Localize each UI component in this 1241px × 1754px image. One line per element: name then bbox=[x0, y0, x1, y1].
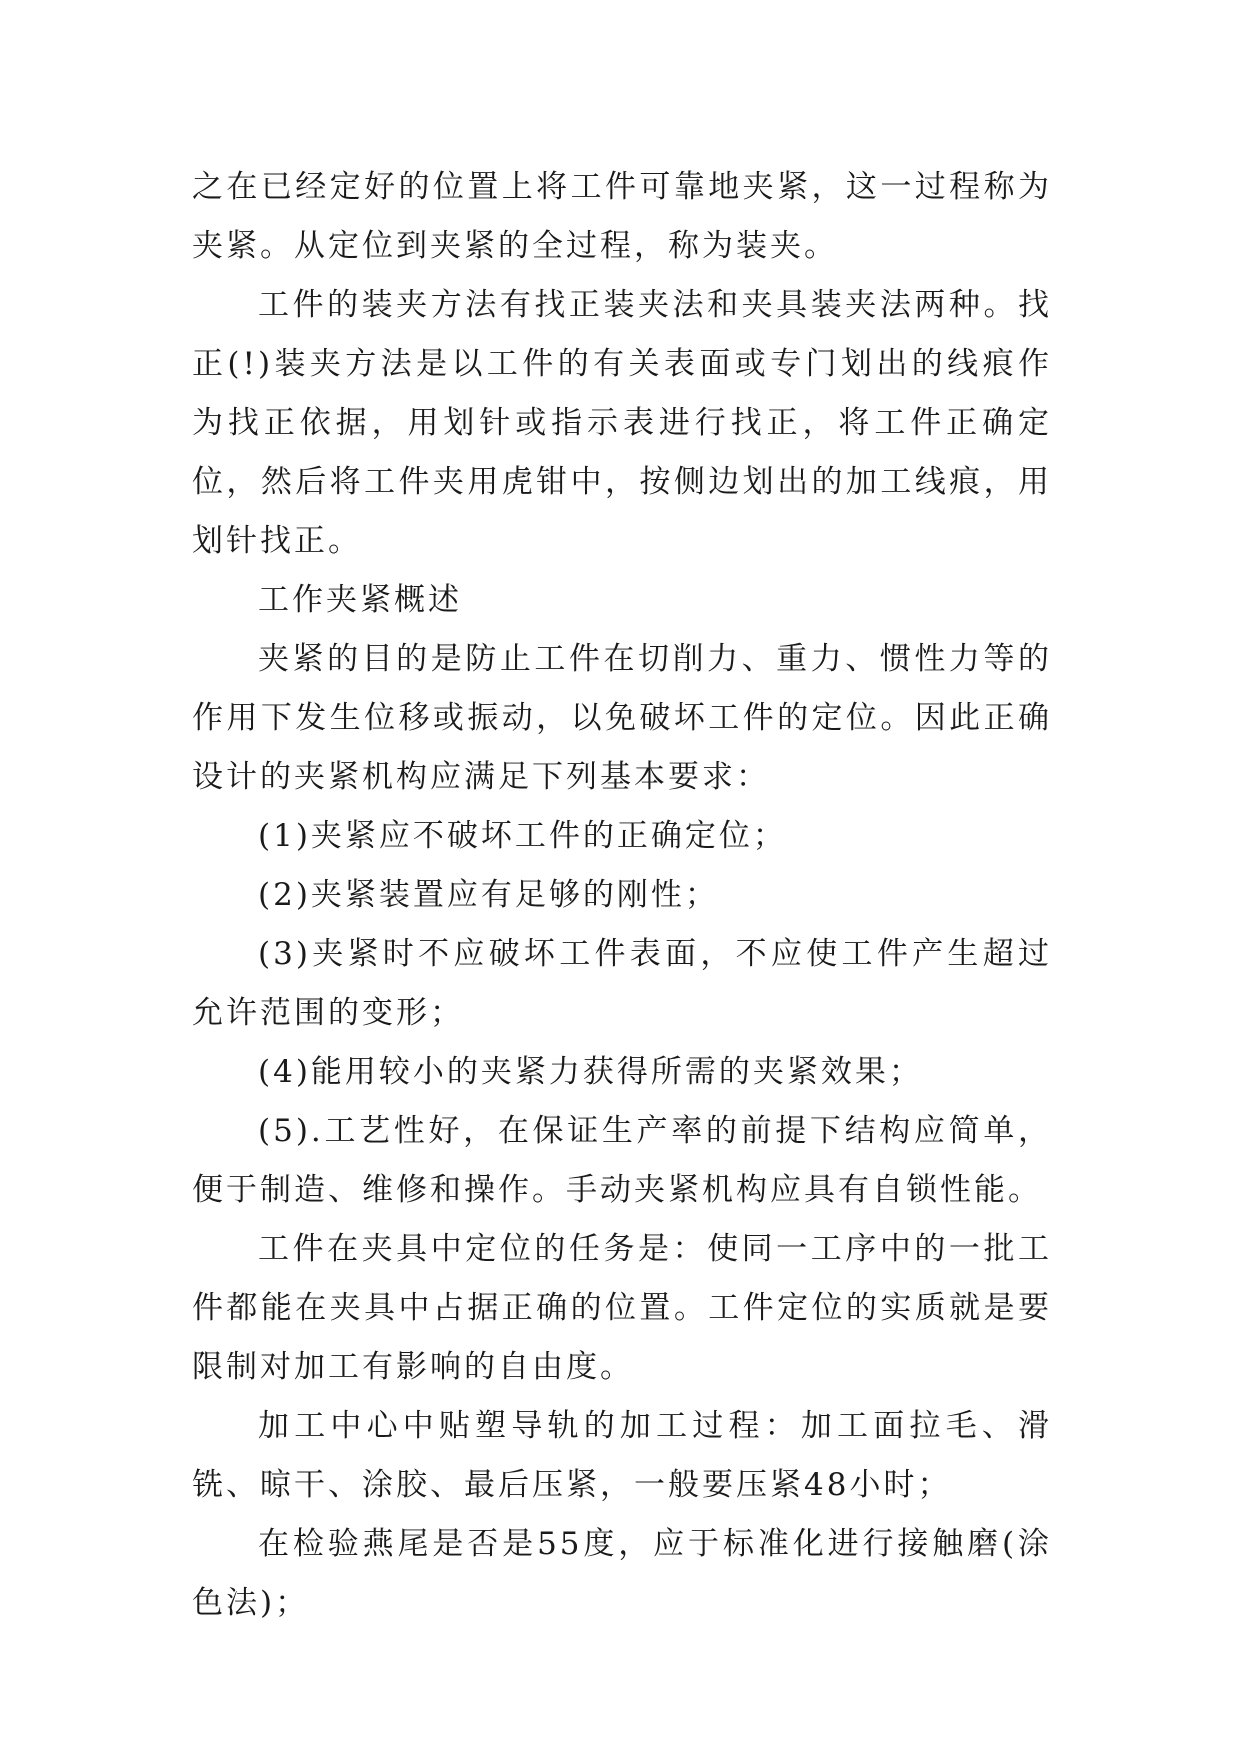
list-item: (2)夹紧装置应有足够的刚性； bbox=[258, 877, 719, 913]
list-item: (5).工艺性好，在保证生产率的前提下结构应简单，便于制造、维修和操作。手动夹紧机构应具有自锁性能。 bbox=[192, 1113, 1052, 1208]
paragraph: 在检验燕尾是否是55度，应于标准化进行接触磨(涂色法)； bbox=[192, 1526, 1052, 1621]
paragraph: 工件的装夹方法有找正装夹法和夹具装夹法两种。找正(!)装夹方法是以工件的有关表面或专门划出的线痕作为找正依据，用划针或指示表进行找正，将工件正确定位，然后将工件夹用虎钳中，按侧边划出的加工线痕，用划针找正。 bbox=[192, 287, 1052, 559]
paragraph: 工件在夹具中定位的任务是：使同一工序中的一批工件都能在夹具中占据正确的位置。工件定位的实质就是要限制对加工有影响的自由度。 bbox=[192, 1231, 1052, 1385]
list-item: (4)能用较小的夹紧力获得所需的夹紧效果； bbox=[258, 1054, 923, 1090]
section-heading: 工作夹紧概述 bbox=[258, 582, 462, 618]
document-body bbox=[192, 158, 1052, 1633]
paragraph: 之在已经定好的位置上将工件可靠地夹紧，这一过程称为夹紧。从定位到夹紧的全过程，称为装夹。 bbox=[192, 169, 1052, 264]
paragraph: 加工中心中贴塑导轨的加工过程：加工面拉毛、滑铣、晾干、涂胶、最后压紧，一般要压紧48小时； bbox=[192, 1408, 1052, 1503]
list-item: (1)夹紧应不破坏工件的正确定位； bbox=[258, 818, 787, 854]
paragraph: 夹紧的目的是防止工件在切削力、重力、惯性力等的作用下发生位移或振动，以免破坏工件的定位。因此正确设计的夹紧机构应满足下列基本要求： bbox=[192, 641, 1052, 795]
list-item: (3)夹紧时不应破坏工件表面，不应使工件产生超过允许范围的变形； bbox=[192, 936, 1052, 1031]
